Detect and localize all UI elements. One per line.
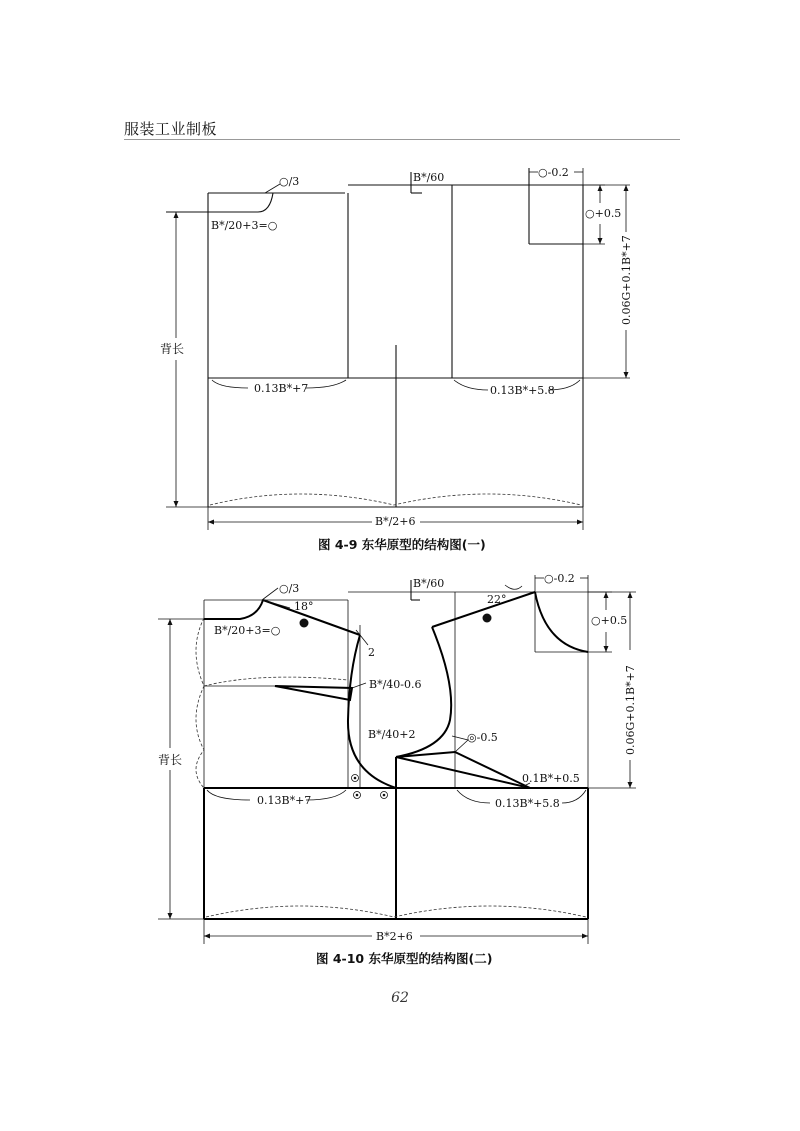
f2-label-angle-22: 22° bbox=[487, 593, 507, 606]
f1-label-width-total: B*/2+6 bbox=[375, 515, 416, 528]
f2-label-right-vertical: 0.06G+0.1B*+7 bbox=[624, 665, 637, 755]
f2-label-b-over-40-plus: B*/40+2 bbox=[368, 728, 416, 741]
figure-2-caption: 图 4-10 东华原型的结构图(二) bbox=[316, 951, 493, 966]
f2-label-width-total: B*2+6 bbox=[376, 930, 413, 943]
f1-label-b-over-60: B*/60 bbox=[413, 171, 445, 184]
f2-label-back-length: 背长 bbox=[158, 753, 183, 767]
f2-label-circle-minus-05: ◎-0.5 bbox=[467, 731, 498, 744]
f2-label-chest-right: 0.13B*+5.8 bbox=[495, 797, 560, 810]
f2-label-chest-left: 0.13B*+7 bbox=[257, 794, 312, 807]
f1-label-circle-over-3: ○/3 bbox=[279, 175, 300, 188]
f1-label-chest-right: 0.13B*+5.8 bbox=[490, 384, 555, 397]
f1-label-circle-plus-05: ○+0.5 bbox=[585, 207, 622, 220]
f1-label-right-vertical: 0.06G+0.1B*+7 bbox=[620, 235, 633, 325]
f2-label-dart-2: 2 bbox=[368, 646, 375, 659]
f1-label-neck-width: B*/20+3=○ bbox=[211, 219, 278, 232]
f2-label-angle-18: 18° bbox=[294, 600, 314, 613]
f1-label-chest-left: 0.13B*+7 bbox=[254, 382, 309, 395]
f2-label-neck-width: B*/20+3=○ bbox=[214, 624, 281, 637]
f1-label-circle-minus-02: ○-0.2 bbox=[538, 166, 569, 179]
f2-label-b-over-40-minus: B*/40-0.6 bbox=[369, 678, 422, 691]
f2-label-b-plus: 0.1B*+0.5 bbox=[522, 772, 580, 785]
f2-label-b-over-60: B*/60 bbox=[413, 577, 445, 590]
running-header: 服装工业制板 bbox=[124, 120, 218, 138]
page-number: 62 bbox=[391, 990, 409, 1006]
f2-label-circle-over-3: ○/3 bbox=[279, 582, 300, 595]
f2-label-circle-minus-02: ○-0.2 bbox=[544, 572, 575, 585]
f1-label-back-length: 背长 bbox=[160, 342, 185, 356]
figure-1-caption: 图 4-9 东华原型的结构图(一) bbox=[318, 537, 486, 552]
f2-label-circle-plus-05: ○+0.5 bbox=[591, 614, 628, 627]
